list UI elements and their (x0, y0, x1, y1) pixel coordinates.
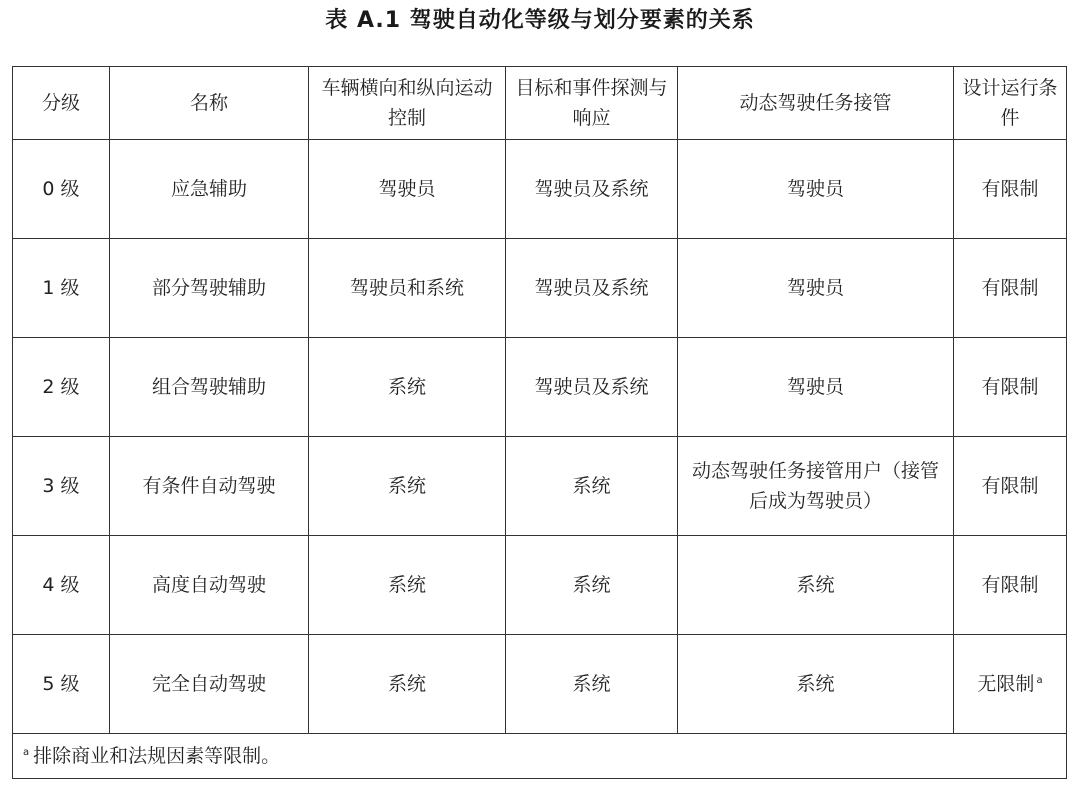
cell-odd-text: 无限制 (977, 673, 1035, 695)
header-level: 分级 (13, 67, 110, 140)
cell-motion-control: 系统 (309, 536, 506, 635)
cell-level: 4 级 (13, 536, 110, 635)
footnote-text: 排除商业和法规因素等限制。 (33, 745, 281, 767)
header-row (13, 67, 1067, 140)
cell-name: 高度自动驾驶 (110, 536, 309, 635)
cell-detection-response: 系统 (506, 536, 678, 635)
cell-level: 3 级 (13, 437, 110, 536)
cell-odd (954, 635, 1067, 734)
cell-odd: 有限制 (954, 239, 1067, 338)
cell-detection-response: 驾驶员及系统 (506, 140, 678, 239)
cell-odd: 有限制 (954, 338, 1067, 437)
cell-takeover: 驾驶员 (678, 239, 954, 338)
cell-motion-control: 驾驶员 (309, 140, 506, 239)
cell-detection-response: 系统 (506, 437, 678, 536)
cell-motion-control: 系统 (309, 437, 506, 536)
cell-level: 2 级 (13, 338, 110, 437)
header-name: 名称 (110, 67, 309, 140)
header-motion-control: 车辆横向和纵向运动控制 (309, 67, 506, 140)
footnote-marker: a (23, 746, 30, 758)
cell-odd: 有限制 (954, 536, 1067, 635)
table-row (13, 437, 1067, 536)
cell-motion-control: 驾驶员和系统 (309, 239, 506, 338)
table-row (13, 239, 1067, 338)
header-detection-response: 目标和事件探测与响应 (506, 67, 678, 140)
table-row (13, 338, 1067, 437)
cell-detection-response: 驾驶员及系统 (506, 239, 678, 338)
cell-detection-response: 驾驶员及系统 (506, 338, 678, 437)
cell-level: 1 级 (13, 239, 110, 338)
cell-name: 有条件自动驾驶 (110, 437, 309, 536)
footnote-marker: a (1036, 674, 1043, 686)
cell-level: 5 级 (13, 635, 110, 734)
table-row (13, 140, 1067, 239)
cell-motion-control: 系统 (309, 635, 506, 734)
cell-odd: 有限制 (954, 140, 1067, 239)
cell-takeover: 驾驶员 (678, 140, 954, 239)
header-takeover: 动态驾驶任务接管 (678, 67, 954, 140)
cell-takeover: 驾驶员 (678, 338, 954, 437)
footnote-cell (13, 734, 1067, 779)
cell-odd: 有限制 (954, 437, 1067, 536)
cell-motion-control: 系统 (309, 338, 506, 437)
cell-takeover: 动态驾驶任务接管用户（接管后成为驾驶员） (678, 437, 954, 536)
cell-name: 组合驾驶辅助 (110, 338, 309, 437)
cell-takeover: 系统 (678, 635, 954, 734)
cell-name: 完全自动驾驶 (110, 635, 309, 734)
cell-name: 部分驾驶辅助 (110, 239, 309, 338)
cell-level: 0 级 (13, 140, 110, 239)
cell-detection-response: 系统 (506, 635, 678, 734)
cell-takeover: 系统 (678, 536, 954, 635)
table-row (13, 635, 1067, 734)
cell-name: 应急辅助 (110, 140, 309, 239)
table-title: 表 A.1 驾驶自动化等级与划分要素的关系 (325, 8, 755, 33)
table-row (13, 536, 1067, 635)
footnote-row (13, 734, 1067, 779)
header-odd: 设计运行条件 (954, 67, 1067, 140)
automation-level-table (12, 66, 1067, 779)
